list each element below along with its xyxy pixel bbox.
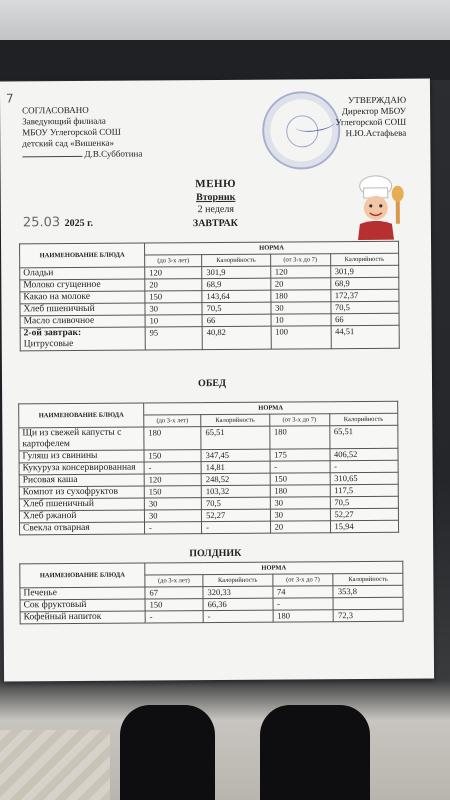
- dish-name: Сок фруктовый: [20, 599, 145, 612]
- dish-name: Цитрусовые: [23, 339, 74, 350]
- column-cal1-header: Калорийность: [201, 414, 270, 426]
- menu-year: 2025 г.: [64, 217, 94, 230]
- column-age1-header: (до 3-х лет): [145, 575, 203, 587]
- confirm-line-2: Директор МБОУ: [341, 105, 407, 117]
- calories-age1: 103,32: [201, 485, 270, 497]
- table-row: [19, 425, 398, 451]
- portion-age2: 10: [271, 314, 331, 326]
- column-name-header: НАИМЕНОВАНИЕ БЛЮДА: [19, 403, 144, 428]
- portion-age2: 120: [270, 266, 330, 278]
- calories-age1: 52,27: [202, 509, 271, 521]
- dish-name: Печенье: [20, 587, 145, 600]
- calories-age2: 310,65: [330, 472, 399, 484]
- approval-line-4: детский сад «Вишенка»: [22, 137, 114, 149]
- dish-name: Кукуруза консервированная: [19, 462, 144, 475]
- portion-age2: 20: [270, 521, 330, 533]
- calories-age1: 320,33: [203, 586, 273, 598]
- person-legs: [110, 705, 390, 800]
- floor-tile: [0, 730, 110, 800]
- chair-backrest: [0, 40, 450, 80]
- calories-age1: 70,5: [202, 302, 271, 314]
- portion-age1: -: [145, 611, 203, 623]
- signature-underline: [22, 156, 82, 157]
- menu-date: [23, 215, 93, 230]
- approval-line-2: Заведующий филиала: [22, 115, 106, 127]
- calories-age1: -: [202, 521, 271, 533]
- dish-name: Молоко сгущенное: [20, 279, 145, 292]
- portion-age1: 30: [144, 498, 201, 510]
- calories-age1: 66,36: [203, 598, 273, 610]
- lunch-heading: ОБЕД: [197, 377, 227, 390]
- column-name-header: НАИМЕНОВАНИЕ БЛЮДА: [20, 243, 145, 268]
- table-row: [20, 609, 403, 624]
- portion-age1: 150: [145, 291, 202, 303]
- calories-age1: 66: [202, 314, 271, 326]
- portion-age1: 95: [145, 327, 202, 350]
- dish-name: Хлеб пшеничный: [20, 303, 145, 316]
- handwritten-page-number: 7: [5, 91, 14, 106]
- calories-age2: 70,5: [330, 301, 399, 313]
- menu-title: МЕНЮ: [195, 177, 237, 191]
- portion-age2: 30: [271, 302, 331, 314]
- calories-age2: 301,9: [330, 265, 399, 277]
- portion-age1: 120: [144, 474, 201, 486]
- portion-age1: 67: [145, 587, 203, 599]
- portion-age1: 150: [144, 450, 201, 462]
- dish-name: Хлеб пшеничный: [19, 498, 144, 511]
- calories-age1: 40,82: [202, 326, 271, 349]
- dish-name: Кофейный напиток: [20, 611, 145, 624]
- calories-age1: 347,45: [201, 449, 270, 461]
- portion-age1: -: [144, 462, 201, 474]
- column-age2-header: (от 3-х до 7): [269, 414, 329, 426]
- column-cal1-header: Калорийность: [202, 254, 271, 266]
- portion-age2: -: [273, 598, 334, 610]
- calories-age2: [333, 597, 403, 609]
- portion-age1: 10: [145, 315, 202, 327]
- column-cal2-header: Калорийность: [330, 253, 399, 265]
- column-age2-header: (от 3-х до 7): [270, 254, 330, 266]
- portion-age1: 180: [144, 427, 201, 450]
- column-norma-header: НОРМА: [144, 401, 398, 415]
- calories-age1: 70,5: [201, 497, 270, 509]
- calories-age1: 301,9: [202, 266, 271, 278]
- calories-age2: 68,9: [330, 277, 399, 289]
- calories-age2: 406,52: [329, 448, 398, 460]
- calories-age1: 65,51: [201, 426, 270, 449]
- portion-age2: 180: [270, 485, 330, 497]
- column-norma-header: НОРМА: [145, 241, 399, 255]
- dish-name: Компот из сухофруктов: [19, 486, 144, 499]
- portion-age2: 180: [269, 426, 329, 449]
- dish-name: Масло сливочное: [20, 315, 145, 328]
- right-leg: [260, 705, 370, 800]
- breakfast-heading: ЗАВТРАК: [192, 217, 238, 230]
- handwritten-date: 25.03: [22, 215, 61, 231]
- confirm-line-1: УТВЕРЖДАЮ: [347, 94, 407, 106]
- column-norma-header: НОРМА: [145, 561, 403, 575]
- portion-age1: 20: [145, 279, 202, 291]
- snack-table: [19, 561, 403, 625]
- calories-age2: 66: [331, 313, 400, 325]
- column-age1-header: (до 3-х лет): [144, 415, 201, 427]
- column-age2-header: (от 3-х до 7): [272, 574, 333, 586]
- dish-name: Оладьи: [20, 267, 145, 280]
- calories-age2: 70,5: [330, 496, 399, 508]
- approval-block: [22, 105, 142, 161]
- second-breakfast-label: 2-ой завтрак:: [23, 327, 82, 339]
- column-age1-header: (до 3-х лет): [145, 255, 202, 267]
- portion-age1: 120: [145, 267, 202, 279]
- portion-age2: -: [270, 461, 330, 473]
- portion-age2: 30: [270, 497, 330, 509]
- dish-name: Свекла отварная: [19, 522, 144, 535]
- confirm-line-4: Н.Ю.Астафьева: [345, 127, 407, 139]
- table-row: [20, 325, 399, 351]
- column-cal1-header: Калорийность: [203, 574, 273, 586]
- second-breakfast-cell: [20, 327, 145, 351]
- portion-age2: 20: [270, 278, 330, 290]
- approval-line-3: МБОУ Углегорской СОШ: [22, 126, 121, 138]
- approval-line-1: СОГЛАСОВАНО: [22, 104, 89, 116]
- calories-age2: 117,5: [330, 484, 399, 496]
- calories-age2: 44,51: [331, 325, 400, 348]
- dish-name: Щи из свежей капусты с картофелем: [19, 427, 144, 451]
- portion-age2: 180: [273, 610, 334, 622]
- portion-age1: 150: [144, 486, 201, 498]
- approval-signature-line: [22, 149, 142, 161]
- portion-age2: 30: [270, 509, 330, 521]
- dish-name: Гуляш из свинины: [19, 450, 144, 463]
- calories-age2: 353,8: [333, 585, 403, 597]
- week-number: 2 неделя: [197, 203, 234, 216]
- calories-age1: -: [203, 610, 273, 622]
- calories-age1: 143,64: [202, 290, 271, 302]
- menu-sheet: [0, 79, 434, 682]
- column-name-header: НАИМЕНОВАНИЕ БЛЮДА: [20, 563, 145, 588]
- portion-age2: 175: [270, 449, 330, 461]
- calories-age1: 248,52: [201, 473, 270, 485]
- calories-age1: 14,81: [201, 461, 270, 473]
- portion-age1: 30: [144, 510, 201, 522]
- calories-age2: 172,37: [330, 289, 399, 301]
- confirmation-block: [335, 95, 406, 139]
- calories-age2: 52,27: [330, 508, 399, 520]
- snack-heading: ПОЛДНИК: [189, 547, 242, 560]
- calories-age2: -: [330, 460, 399, 472]
- portion-age2: 74: [273, 586, 334, 598]
- portion-age2: 180: [270, 290, 330, 302]
- calories-age2: 15,94: [330, 520, 399, 532]
- dish-name: Какао на молоке: [20, 291, 145, 304]
- calories-age2: 72,3: [334, 609, 404, 621]
- column-cal2-header: Калорийность: [333, 573, 403, 585]
- breakfast-table: [19, 241, 400, 352]
- confirm-line-3: Углегорской СОШ: [335, 116, 407, 128]
- column-cal2-header: Калорийность: [329, 413, 398, 425]
- day-of-week: Вторник: [196, 191, 236, 204]
- approval-signer: Д.В.Субботина: [84, 148, 143, 159]
- portion-age1: -: [144, 522, 201, 534]
- portion-age2: 100: [271, 326, 331, 349]
- dish-name: Хлеб ржаной: [19, 510, 144, 523]
- portion-age1: 30: [145, 303, 202, 315]
- left-leg: [120, 705, 215, 800]
- table-row: [19, 520, 398, 535]
- portion-age1: 150: [145, 599, 203, 611]
- calories-age1: 68,9: [202, 278, 271, 290]
- lunch-table: [18, 401, 399, 536]
- dish-name: Рисовая каша: [19, 474, 144, 487]
- calories-age2: 65,51: [329, 425, 398, 448]
- portion-age2: 150: [270, 473, 330, 485]
